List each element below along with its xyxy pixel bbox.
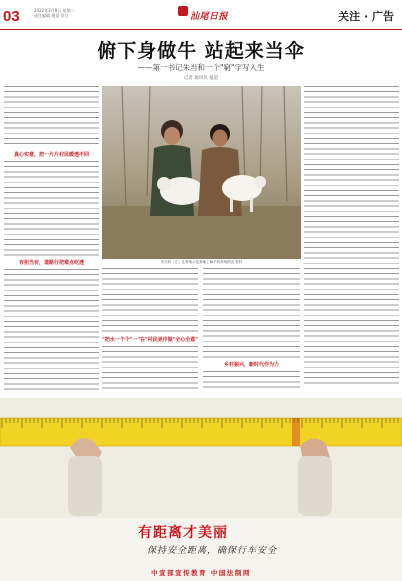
photo-image xyxy=(102,86,301,259)
date-line xyxy=(34,8,75,18)
logo-icon xyxy=(178,6,188,16)
body-text-block xyxy=(102,268,198,333)
date-line-1: 2022年3月8日 星期二 xyxy=(34,8,75,13)
logo-text: 汕尾日报 xyxy=(190,12,229,22)
article-column-1 xyxy=(4,86,99,391)
article-photo xyxy=(102,86,301,259)
body-text-block xyxy=(304,86,399,386)
section-subtitle: "把水一个个"一"在"村民更作做"全心全意" xyxy=(102,337,198,343)
ad-slogan: 保持安全距离，确保行车安全 xyxy=(147,546,278,556)
newspaper-logo xyxy=(178,6,236,24)
body-text-block xyxy=(203,371,300,391)
date-line-2: 责任编辑 视觉 设计 xyxy=(34,13,69,18)
byline: 记者 通讯员 报道 xyxy=(183,76,219,81)
article-column-3 xyxy=(203,268,300,391)
page-number: 03 xyxy=(3,8,20,25)
article-column-4 xyxy=(304,86,399,391)
section-label: 关注 · 广告 xyxy=(338,10,394,23)
tape-measure-graphic xyxy=(0,398,402,518)
body-text-block xyxy=(4,86,99,148)
subhead: ——第一书记朱当和一个"窮"字写入生 xyxy=(137,63,265,72)
headline: 俯下身做牛 站起来当伞 xyxy=(97,40,305,62)
body-text-block xyxy=(203,268,300,358)
section-subtitle: 真心实意，把一片片村民暖透不回 xyxy=(13,152,89,158)
section-subtitle: 有担当有，道路行把难点吃透 xyxy=(18,260,84,266)
body-text-block xyxy=(4,269,99,391)
ad-title: 有距离才美丽 xyxy=(138,525,228,541)
photo-caption: 朱当和（左）在养殖示范基地了解羊的养殖情况 资料 xyxy=(160,260,243,264)
ad-footer: 中宣部宣传教育 中国法制网 xyxy=(151,569,251,577)
public-service-ad xyxy=(0,398,402,581)
section-subtitle: 乡村振兴，新时代作为力 xyxy=(223,362,279,368)
page-header xyxy=(0,0,402,30)
body-text-block xyxy=(102,346,198,391)
body-text-block xyxy=(4,161,99,256)
article-column-2 xyxy=(102,268,198,391)
